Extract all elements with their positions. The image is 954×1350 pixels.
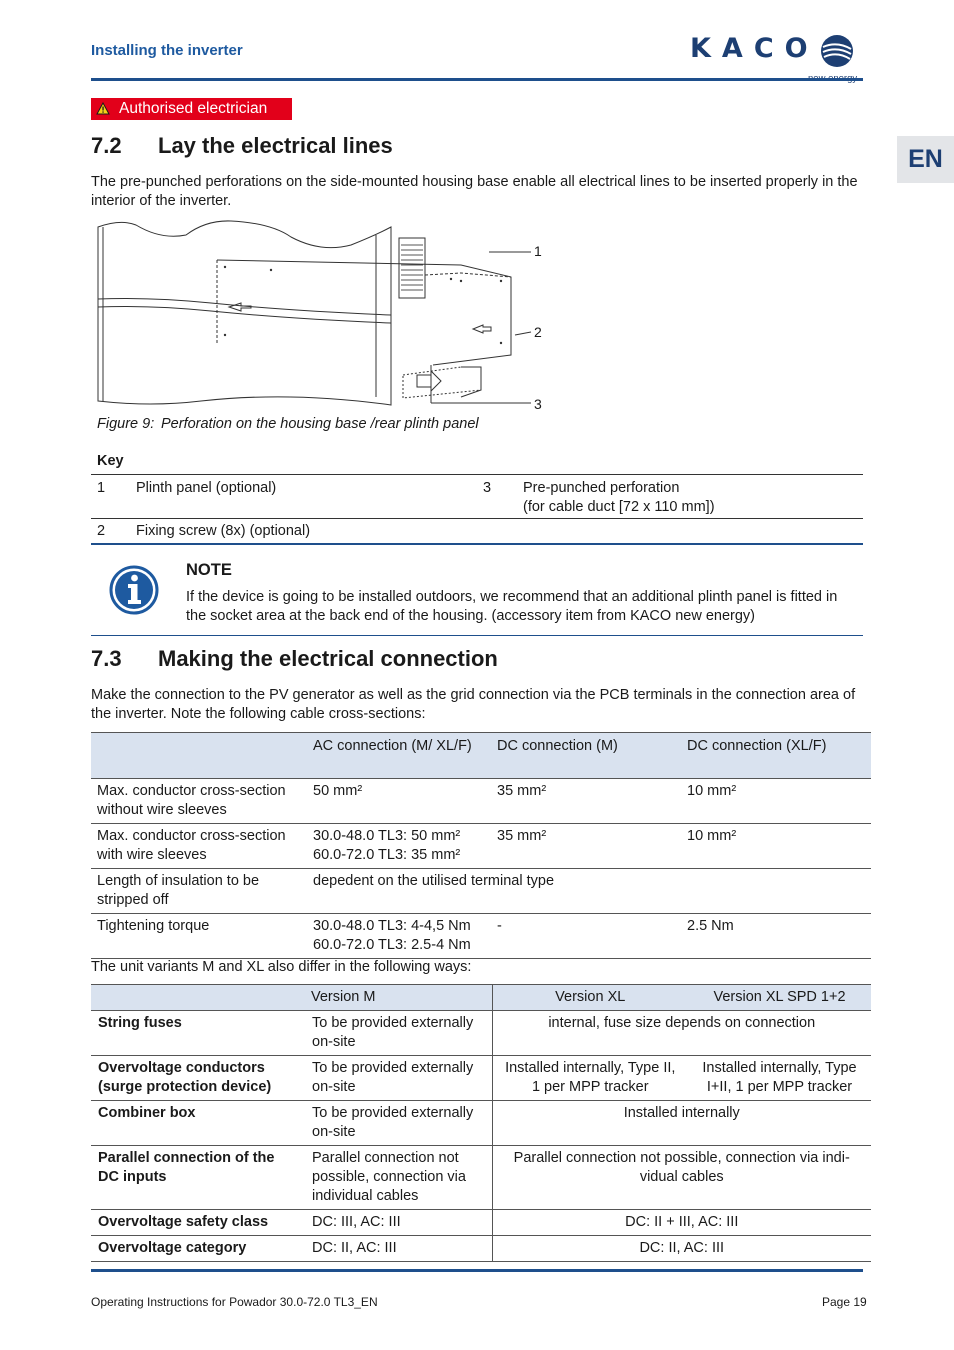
- figure-callout-2: 2: [534, 324, 542, 340]
- key-number: 3: [483, 480, 492, 496]
- column-header: AC connection (M/ XL/F): [307, 733, 491, 779]
- note-box: [91, 555, 863, 636]
- table-cell: 10 mm²: [681, 824, 871, 869]
- housing-base-figure: [91, 215, 561, 415]
- variants-intro: The unit variants M and XL also differ in the following ways:: [91, 959, 472, 975]
- table-row: [91, 1011, 871, 1056]
- row-label: String fuses: [91, 1011, 305, 1056]
- logo-wordmark: KACO: [690, 33, 819, 64]
- row-label: Max. conductor cross-section without wire sleeves: [91, 779, 307, 824]
- column-header: DC connection (M): [491, 733, 681, 779]
- cell-line: 30.0-48.0 TL3: 4-4,5 Nm: [313, 918, 471, 934]
- section-7-2-intro: The pre-punched perforations on the side-mounted housing base enable all electrical lines to be inserted properly in the interior of the inverter.: [91, 174, 858, 209]
- row-label: Tightening torque: [91, 914, 307, 959]
- row-label: Parallel connection of the DC inputs: [91, 1146, 305, 1210]
- key-text: Plinth panel (optional): [136, 480, 277, 496]
- key-number: 2: [97, 523, 106, 539]
- key-row: [91, 519, 863, 545]
- table-row: [91, 914, 871, 959]
- cable-cross-section-table: [91, 732, 871, 959]
- table-header-row: [91, 985, 871, 1011]
- header-rule: [91, 78, 863, 81]
- column-header: DC connection (XL/F): [681, 733, 871, 779]
- table-cell: To be provided externally on-site: [305, 1101, 492, 1146]
- key-row: [91, 475, 863, 519]
- key-heading: Key: [91, 450, 863, 475]
- table-cell: DC: II + III, AC: III: [492, 1210, 871, 1236]
- table-cell: 2.5 Nm: [681, 914, 871, 959]
- cell-line: 30.0-48.0 TL3: 50 mm²: [313, 828, 461, 844]
- footer-document-title: Operating Instructions for Powador 30.0-72.0 TL3_EN: [91, 1295, 378, 1309]
- table-cell: To be provided externally on-site: [305, 1056, 492, 1101]
- figure-caption: [97, 416, 479, 432]
- table-cell: Installed internally, Type II, 1 per MPP tracker: [492, 1056, 688, 1101]
- table-cell: depedent on the utilised terminal type: [307, 869, 871, 914]
- figure-callout-1: 1: [534, 243, 542, 259]
- language-tab: EN: [897, 136, 954, 183]
- column-header: [91, 733, 307, 779]
- figure-key-table: [91, 450, 863, 545]
- table-row: [91, 869, 871, 914]
- badge-label: Authorised electrician: [119, 100, 268, 117]
- note-title: NOTE: [186, 561, 232, 579]
- logo-swirl-icon: [821, 35, 853, 67]
- row-label: Max. conductor cross-section with wire sleeves: [91, 824, 307, 869]
- figure-callout-3: 3: [534, 396, 542, 412]
- cell-line: 60.0-72.0 TL3: 35 mm²: [313, 847, 461, 863]
- table-cell: DC: III, AC: III: [305, 1210, 492, 1236]
- table-cell: internal, fuse size depends on connection: [492, 1011, 871, 1056]
- section-heading-7-3: [91, 646, 498, 672]
- running-header: Installing the inverter: [91, 42, 243, 59]
- table-cell: Installed internally, Type I+II, 1 per MPP tracker: [688, 1056, 871, 1101]
- table-cell: -: [491, 914, 681, 959]
- info-icon: [109, 565, 159, 615]
- table-row: [91, 779, 871, 824]
- section-number: 7.2: [91, 133, 122, 158]
- table-cell: 50 mm²: [307, 779, 491, 824]
- figure-caption-label: Figure 9:: [97, 416, 155, 432]
- section-title: Lay the electrical lines: [158, 133, 393, 158]
- footer-page-number: Page 19: [822, 1295, 867, 1309]
- row-label: Combiner box: [91, 1101, 305, 1146]
- section-title: Making the electrical connection: [158, 646, 498, 671]
- table-row: [91, 1146, 871, 1210]
- column-header: Version XL: [492, 985, 688, 1011]
- table-cell: [307, 914, 491, 959]
- section-number: 7.3: [91, 646, 122, 671]
- table-cell: Parallel connection not possible, connection via individual cables: [492, 1146, 871, 1210]
- table-row: [91, 1101, 871, 1146]
- footer-rule: [91, 1269, 863, 1272]
- unit-variants-table: [91, 984, 871, 1262]
- row-label: Overvoltage safety class: [91, 1210, 305, 1236]
- table-header-row: [91, 733, 871, 779]
- table-cell: [307, 824, 491, 869]
- row-label: Overvoltage conductors (surge protection device): [91, 1056, 305, 1101]
- table-cell: To be provided externally on-site: [305, 1011, 492, 1056]
- table-cell: 35 mm²: [491, 824, 681, 869]
- section-7-3-intro: Make the connection to the PV generator as well as the grid connection via the PCB terminals in the connection area of the inverter. Note the following cable cross-sections:: [91, 687, 856, 722]
- table-cell: DC: II, AC: III: [492, 1236, 871, 1262]
- key-number: 1: [97, 480, 106, 496]
- key-text-detail: (for cable duct [72 x 110 mm]): [523, 499, 715, 515]
- table-row: [91, 1210, 871, 1236]
- key-text: Pre-punched perforation: [523, 480, 680, 496]
- table-cell: Parallel connection not possible, connection via individual cables: [305, 1146, 492, 1210]
- column-header: [91, 985, 305, 1011]
- row-label: Overvoltage category: [91, 1236, 305, 1262]
- figure-caption-text: Perforation on the housing base /rear plinth panel: [161, 416, 479, 432]
- table-row: [91, 1236, 871, 1262]
- column-header: Version XL SPD 1+2: [688, 985, 871, 1011]
- table-cell: Installed internally: [492, 1101, 871, 1146]
- row-label: Length of insulation to be stripped off: [91, 869, 307, 914]
- section-heading-7-2: [91, 133, 393, 159]
- cell-line: 60.0-72.0 TL3: 2.5-4 Nm: [313, 937, 471, 953]
- table-cell: 35 mm²: [491, 779, 681, 824]
- table-row: [91, 1056, 871, 1101]
- warning-triangle-icon: [96, 102, 110, 115]
- table-cell: DC: II, AC: III: [305, 1236, 492, 1262]
- key-text: Fixing screw (8x) (optional): [136, 523, 311, 539]
- table-cell: 10 mm²: [681, 779, 871, 824]
- authorised-electrician-badge: [91, 98, 292, 120]
- column-header: Version M: [305, 985, 492, 1011]
- table-row: [91, 824, 871, 869]
- note-text: If the device is going to be installed outdoors, we recommend that an additional plinth panel is fitted in the socket area at the back end of the housing. (accessory item from KACO new energy): [186, 589, 838, 624]
